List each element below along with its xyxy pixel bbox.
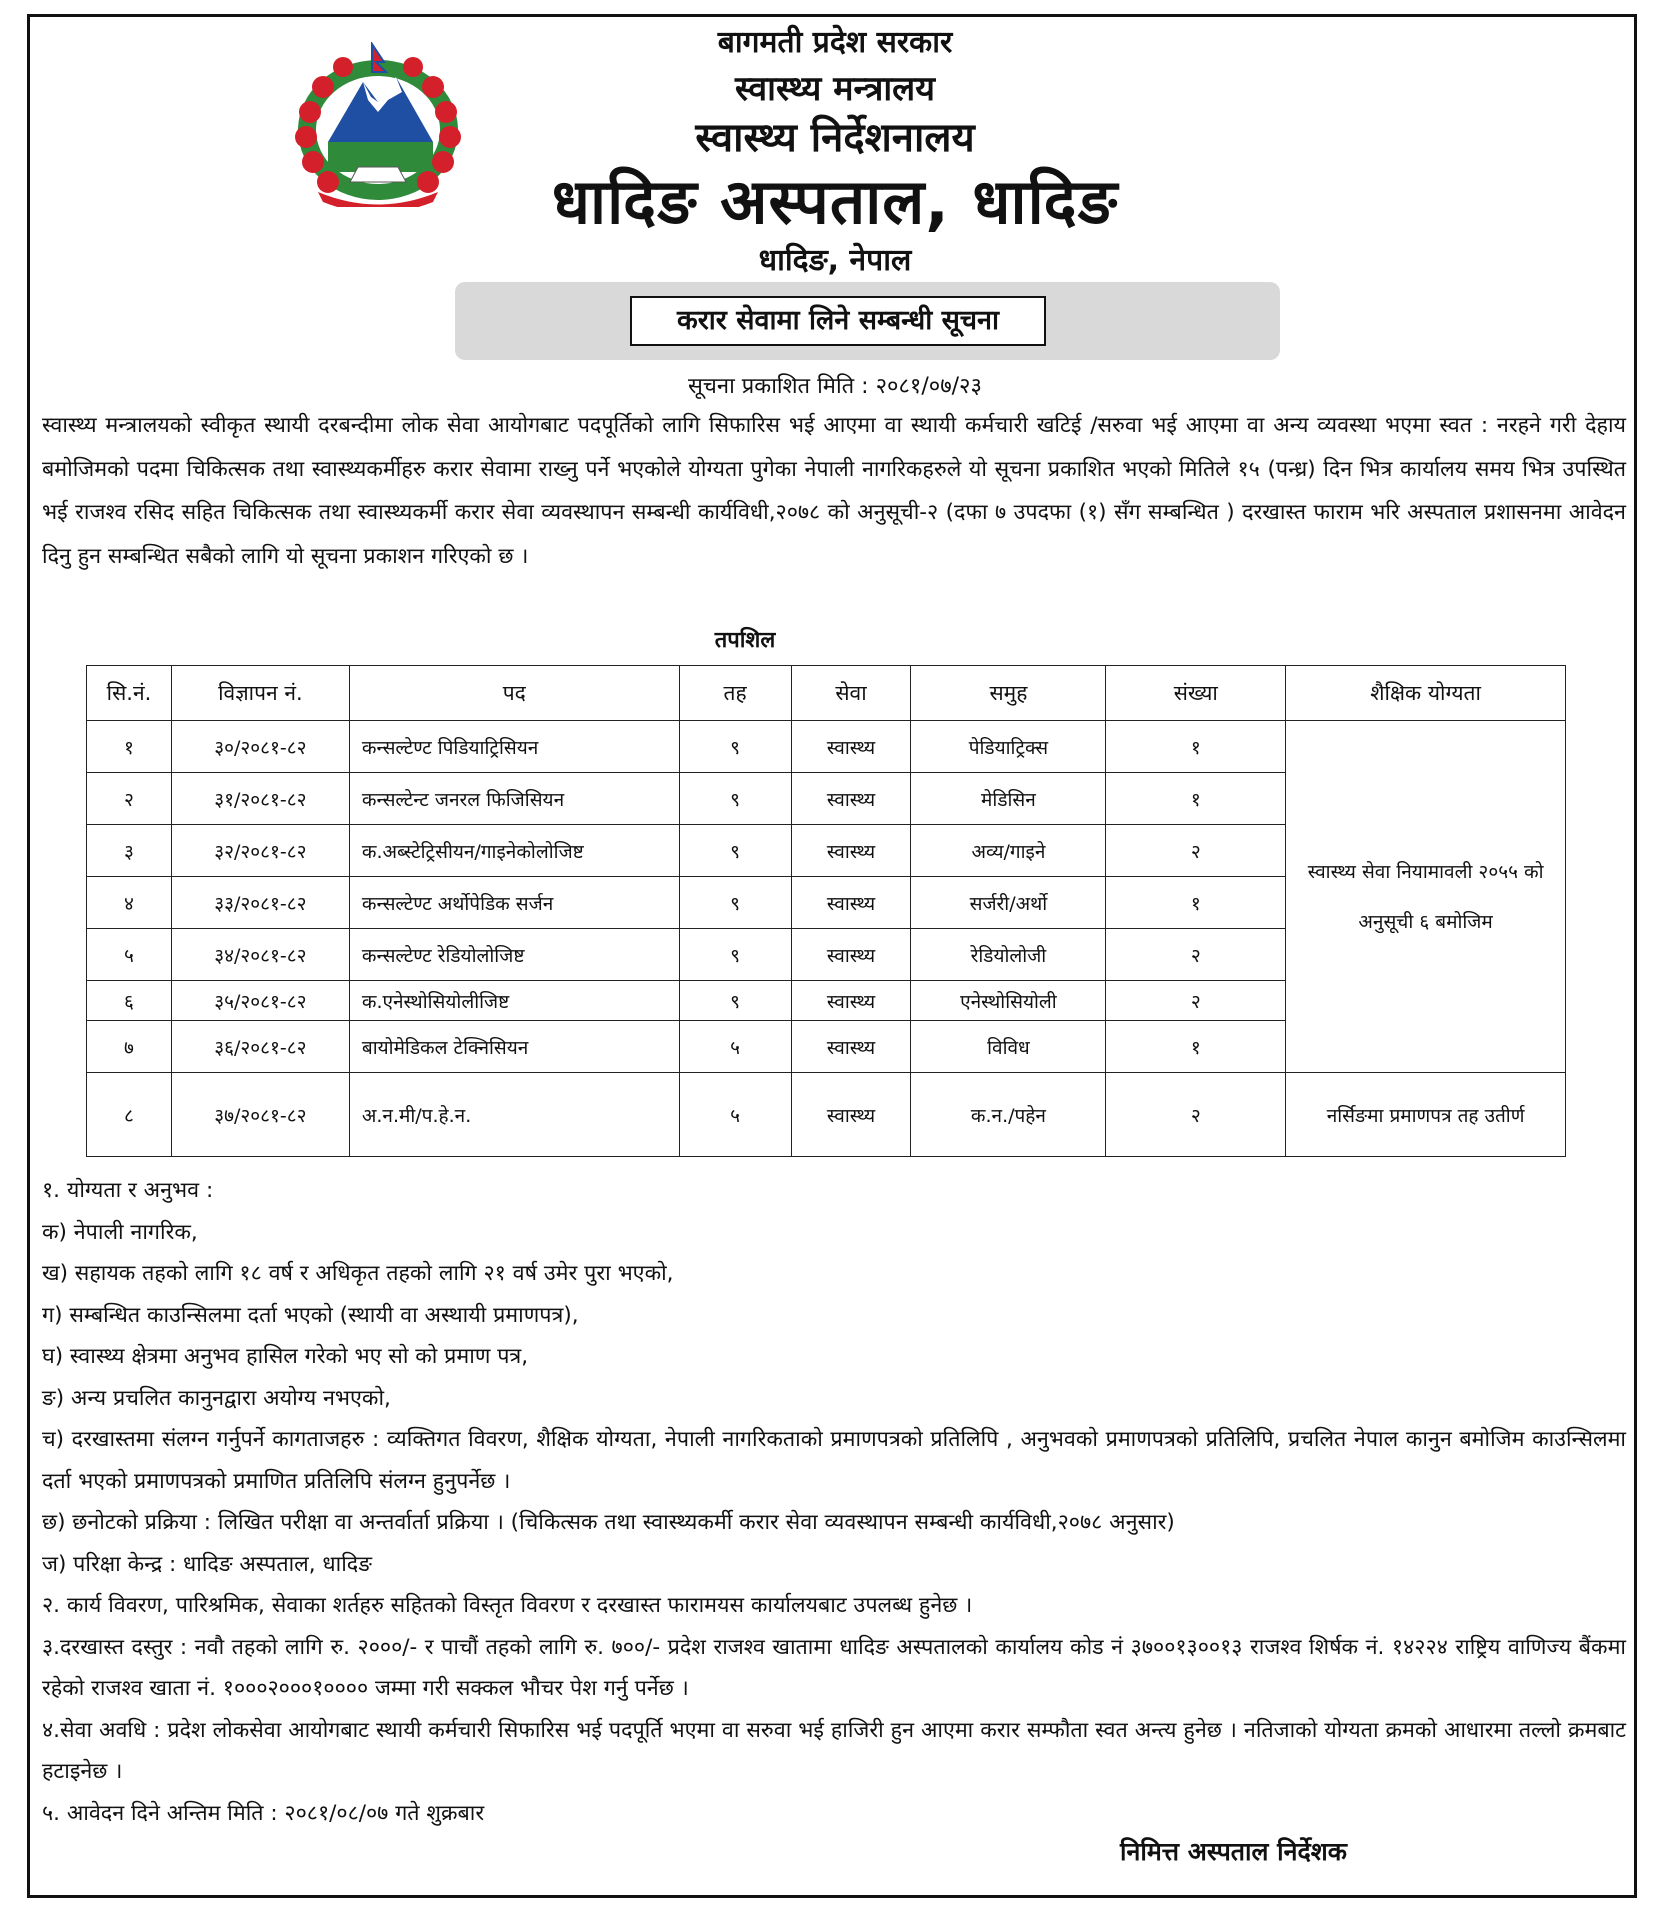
section-1-heading: १. योग्यता र अनुभव : [42, 1178, 214, 1203]
cell-service: स्वास्थ्य [791, 773, 911, 825]
cell-sn: ४ [87, 877, 172, 929]
conditions-section [42, 1170, 1626, 1834]
hospital-title: धादिङ अस्पताल, धादिङ [551, 165, 1119, 238]
cell-count: २ [1106, 929, 1286, 981]
nepal-emblem-logo [288, 42, 468, 207]
hospital-address: धादिङ, नेपाल [758, 243, 912, 278]
section-5-deadline: ५. आवेदन दिने अन्तिम मिति : २०८१/०८/०७ गते शुक्रबार [42, 1800, 485, 1826]
cell-post: कन्सल्टेण्ट रेडियोलोजिष्ट [349, 929, 679, 981]
cell-advert-no: ३१/२०८१-८२ [171, 773, 349, 825]
cell-post: कन्सल्टेण्ट अर्थोपेडिक सर्जन [349, 877, 679, 929]
cell-advert-no: ३७/२०८१-८२ [171, 1073, 349, 1157]
cell-level: ५ [679, 1073, 791, 1157]
col-header-advert-no: विज्ञापन नं. [171, 666, 349, 721]
cell-qualification-nursing: नर्सिङमा प्रमाणपत्र तह उतीर्ण [1286, 1073, 1566, 1157]
eligibility-item: ग) सम्बन्धित काउन्सिलमा दर्ता भएको (स्थायी वा अस्थायी प्रमाणपत्र), [42, 1302, 579, 1328]
eligibility-item: क) नेपाली नागरिक, [42, 1219, 198, 1245]
eligibility-item: ख) सहायक तहको लागि १८ वर्ष र अधिकृत तहको लागि २१ वर्ष उमेर पुरा भएको, [42, 1261, 674, 1286]
cell-advert-no: ३६/२०८१-८२ [171, 1021, 349, 1073]
table-row [87, 721, 1566, 773]
section-2-details: २. कार्य विवरण, पारिश्रमिक, सेवाका शर्तहरु सहितको विस्तृत विवरण र दरखास्त फारामयस कार्यालयबाट उपलब्ध हुनेछ । [42, 1593, 973, 1618]
cell-group: रेडियोलोजी [911, 929, 1106, 981]
cell-service: स्वास्थ्य [791, 877, 911, 929]
cell-sn: ८ [87, 1073, 172, 1157]
ministry-name: स्वास्थ्य मन्त्रालय [735, 69, 935, 109]
col-header-count: संख्या [1106, 666, 1286, 721]
section-4-duration: ४.सेवा अवधि : प्रदेश लोकसेवा आयोगबाट स्थायी कर्मचारी सिफारिस भई पदपूर्ति भएमा वा सरुवा भई हाजिरी हुन आएमा करार सम्फौता स्वत अन्त्य हुनेछ । नतिजाको योग्यता क्रमको आधारमा तल्लो क्रमबाट हटाइनेछ । [42, 1717, 1626, 1784]
cell-service: स्वास्थ्य [791, 721, 911, 773]
table-caption: तपशिल [714, 628, 776, 653]
cell-group: एनेस्थोसियोली [911, 981, 1106, 1021]
vacancy-table [86, 665, 1566, 1157]
eligibility-item: घ) स्वास्थ्य क्षेत्रमा अनुभव हासिल गरेको भए सो को प्रमाण पत्र, [42, 1344, 529, 1369]
section-3-fee: ३.दरखास्त दस्तुर : नवौ तहको लागि रु. २०००/- र पाचौं तहको लागि रु. ७००/- प्रदेश राजश्व खातामा धादिङ अस्पतालको कार्यालय कोड नं ३७००१३००१३ राजश्व शिर्षक नं. १४२२४ राष्ट्रिय वाणिज्य बैंकमा रहेको राजश्व खाता नं. १०००२०००१०००० जम्मा गरी सक्कल भौचर पेश गर्नु पर्नेछ । [42, 1634, 1626, 1701]
col-header-sn: सि.नं. [87, 666, 172, 721]
cell-sn: १ [87, 721, 172, 773]
cell-service: स्वास्थ्य [791, 1021, 911, 1073]
cell-advert-no: ३०/२०८१-८२ [171, 721, 349, 773]
cell-level: ९ [679, 773, 791, 825]
cell-sn: २ [87, 773, 172, 825]
cell-group: सर्जरी/अर्थो [911, 877, 1106, 929]
province-government: बागमती प्रदेश सरकार [717, 25, 953, 60]
cell-post: बायोमेडिकल टेक्निसियन [349, 1021, 679, 1073]
cell-group: अव्य/गाइने [911, 825, 1106, 877]
cell-count: १ [1106, 721, 1286, 773]
cell-level: ९ [679, 929, 791, 981]
cell-advert-no: ३२/२०८१-८२ [171, 825, 349, 877]
col-header-level: तह [679, 666, 791, 721]
eligibility-item: ज) परिक्षा केन्द्र : धादिङ अस्पताल, धादिङ [42, 1551, 372, 1577]
cell-group: मेडिसिन [911, 773, 1106, 825]
cell-sn: ३ [87, 825, 172, 877]
col-header-post: पद [349, 666, 679, 721]
cell-advert-no: ३५/२०८१-८२ [171, 981, 349, 1021]
cell-count: १ [1106, 1021, 1286, 1073]
eligibility-item: च) दरखास्तमा संलग्न गर्नुपर्ने कागताजहरु : व्यक्तिगत विवरण, शैक्षिक योग्यता, नेपाली नागरिकताको प्रमाणपत्रको प्रतिलिपि , अनुभवको प्रमाणपत्रको प्रतिलिपि, प्रचलित नेपाल कानुन बमोजिम काउन्सिलमा दर्ता भएको प्रमाणपत्रको प्रमाणित प्रतिलिपि संलग्न हुनुपर्नेछ । [42, 1427, 1626, 1494]
col-header-qualification: शैक्षिक योग्यता [1286, 666, 1566, 721]
notice-title: करार सेवामा लिने सम्बन्धी सूचना [630, 296, 1046, 346]
cell-qualification-health-service-rules: स्वास्थ्य सेवा नियामावली २०५५ को अनुसूची ६ बमोजिम [1286, 721, 1566, 1073]
col-header-group: समुह [911, 666, 1106, 721]
cell-advert-no: ३४/२०८१-८२ [171, 929, 349, 981]
cell-service: स्वास्थ्य [791, 1073, 911, 1157]
cell-advert-no: ३३/२०८१-८२ [171, 877, 349, 929]
directorate-name: स्वास्थ्य निर्देशनालय [695, 115, 975, 161]
cell-post: अ.न.मी/प.हे.न. [349, 1073, 679, 1157]
table-row [87, 1073, 1566, 1157]
cell-count: १ [1106, 773, 1286, 825]
signatory-title: निमित्त अस्पताल निर्देशक [1120, 1837, 1347, 1866]
cell-level: ५ [679, 1021, 791, 1073]
cell-count: १ [1106, 877, 1286, 929]
cell-level: ९ [679, 981, 791, 1021]
cell-count: २ [1106, 825, 1286, 877]
cell-service: स्वास्थ्य [791, 929, 911, 981]
cell-sn: ७ [87, 1021, 172, 1073]
cell-post: क.एनेस्थोसियोलीजिष्ट [349, 981, 679, 1021]
cell-group: पेडियाट्रिक्स [911, 721, 1106, 773]
cell-level: ९ [679, 721, 791, 773]
cell-sn: ६ [87, 981, 172, 1021]
cell-post: क.अब्स्टेट्रिसीयन/गाइनेकोलोजिष्ट [349, 825, 679, 877]
cell-post: कन्सल्टेन्ट जनरल फिजिसियन [349, 773, 679, 825]
cell-service: स्वास्थ्य [791, 825, 911, 877]
cell-group: क.न./पहेन [911, 1073, 1106, 1157]
eligibility-item: ङ) अन्य प्रचलित कानुनद्वारा अयोग्य नभएको, [42, 1385, 391, 1411]
cell-sn: ५ [87, 929, 172, 981]
cell-service: स्वास्थ्य [791, 981, 911, 1021]
intro-paragraph: स्वास्थ्य मन्त्रालयको स्वीकृत स्थायी दरबन्दीमा लोक सेवा आयोगबाट पदपूर्तिको लागि सिफारिस भई आएमा वा स्थायी कर्मचारी खटिई /सरुवा भई आएमा वा अन्य व्यवस्था भएमा स्वत : नरहने गरी देहाय बमोजिमको पदमा चिकित्सक तथा स्वास्थ्यकर्मीहरु करार सेवामा राख्नु पर्ने भएकोले योग्यता पुगेका नेपाली नागरिकहरुले यो सूचना प्रकाशित भएको मितिले १५ (पन्ध्र) दिन भित्र कार्यालय समय भित्र उपस्थित भई राजश्व रसिद सहित चिकित्सक तथा स्वास्थ्यकर्मी करार सेवा व्यवस्थापन सम्बन्धी कार्यविधी,२०७८ को अनुसूची-२ (दफा ७ उपदफा (१) सँग सम्बन्धित ) दरखास्त फाराम भरि अस्पताल प्रशासनमा आवेदन दिनु हुन सम्बन्धित सबैको लागि यो सूचना प्रकाशन गरिएको छ । [42, 413, 1626, 569]
cell-level: ९ [679, 825, 791, 877]
eligibility-item: छ) छनोटको प्रक्रिया : लिखित परीक्षा वा अन्तर्वार्ता प्रक्रिया । (चिकित्सक तथा स्वास्थ्यकर्मी करार सेवा व्यवस्थापन सम्बन्धी कार्यविधी,२०७८ अनुसार) [42, 1510, 1175, 1535]
table-header-row [87, 666, 1566, 721]
cell-group: विविध [911, 1021, 1106, 1073]
cell-level: ९ [679, 877, 791, 929]
cell-post: कन्सल्टेण्ट पिडियाट्रिसियन [349, 721, 679, 773]
cell-count: २ [1106, 1073, 1286, 1157]
cell-count: २ [1106, 981, 1286, 1021]
col-header-service: सेवा [791, 666, 911, 721]
published-date: सूचना प्रकाशित मिति : २०८१/०७/२३ [688, 374, 982, 399]
